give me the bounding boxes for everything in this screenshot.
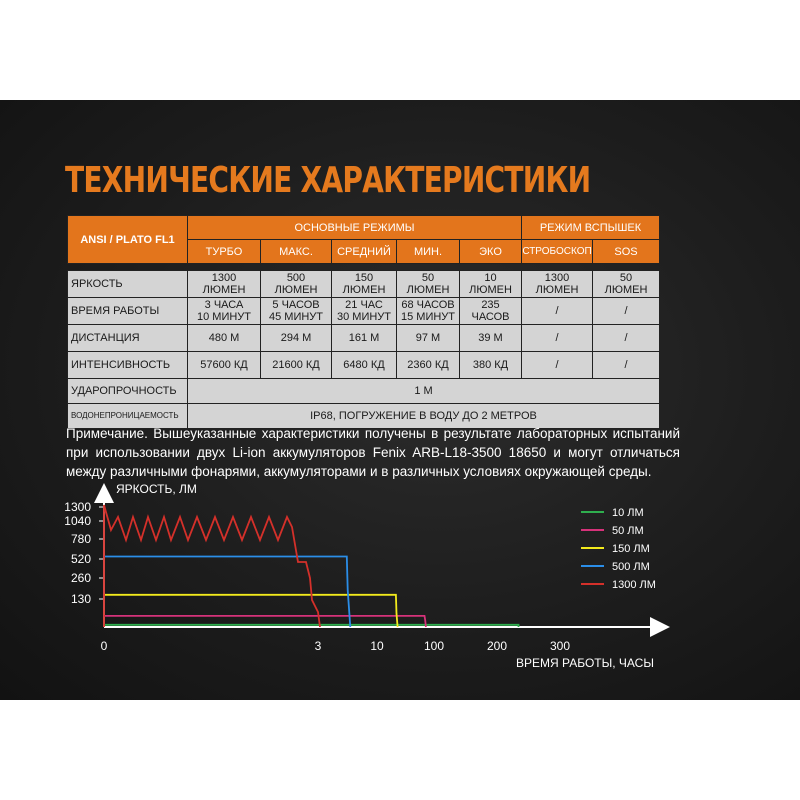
row-label: ЯРКОСТЬ <box>68 271 188 298</box>
x-tick-label: 10 <box>370 639 384 653</box>
cell-line: 21 ЧАС <box>345 299 383 311</box>
series-line <box>104 505 320 627</box>
cell-line: 57600 КД <box>200 359 248 371</box>
mode-header: ТУРБО <box>188 240 261 264</box>
cell-line: 6480 КД <box>343 359 385 371</box>
y-tick-label: 1040 <box>64 514 91 528</box>
legend-label: 500 ЛМ <box>612 561 650 573</box>
x-tick-label: 200 <box>486 639 508 653</box>
row-label: ВРЕМЯ РАБОТЫ <box>68 298 188 325</box>
page-title: ТЕХНИЧЕСКИЕ ХАРАКТЕРИСТИКИ <box>65 160 591 201</box>
cell-line: 15 МИНУТ <box>400 311 455 323</box>
chart-series <box>104 505 519 627</box>
cell-line: / <box>555 359 559 371</box>
cell-line: ЛЮМЕН <box>469 284 512 296</box>
cell-line: 39 М <box>478 332 503 344</box>
x-axis-label: ВРЕМЯ РАБОТЫ, ЧАСЫ <box>516 656 654 670</box>
cell-line: 5 ЧАСОВ <box>272 299 320 311</box>
cell-line: 1300 <box>211 272 237 284</box>
row-label: ИНТЕНСИВНОСТЬ <box>68 352 188 379</box>
cell-line: ЛЮМЕН <box>342 284 386 296</box>
cell-line: ЧАСОВ <box>471 311 510 323</box>
footnote: Примечание. Вышеуказанные характеристики получены в результате лабораторных испытаний при использовании двух Li-ion аккумуляторов Fenix ARB-L18-3500 18650 и могут отличаться между различными фонарями, аккумуляторами и в различных условиях окружающей среды. <box>66 426 680 479</box>
y-tick-label: 780 <box>70 532 91 546</box>
x-tick-label: 300 <box>549 639 571 653</box>
series-line <box>104 595 398 627</box>
cell-line: / <box>624 359 628 371</box>
cell-line: 50 <box>421 272 435 284</box>
row-value: IP68, ПОГРУЖЕНИЕ В ВОДУ ДО 2 МЕТРОВ <box>188 404 660 429</box>
cell-line: 45 МИНУТ <box>268 311 323 323</box>
cell-line: 480 М <box>208 332 240 344</box>
mode-header: МАКС. <box>261 240 332 264</box>
x-tick-label: 3 <box>314 639 322 653</box>
mode-header: МИН. <box>397 240 460 264</box>
y-tick-label: 130 <box>70 592 91 606</box>
mode-header: ЭКО <box>460 240 522 264</box>
cell-line: 68 ЧАСОВ <box>401 299 455 311</box>
y-tick-label: 260 <box>70 571 91 585</box>
mode-header: СРЕДНИЙ <box>332 240 397 264</box>
cell-line: 500 <box>286 272 306 284</box>
cell-line: ЛЮМЕН <box>274 284 318 296</box>
x-tick-label: 100 <box>423 639 445 653</box>
row-label: ДИСТАНЦИЯ <box>68 325 188 352</box>
cell-line: 97 М <box>415 332 441 344</box>
cell-line: 21600 КД <box>272 359 320 371</box>
cell-line: 10 <box>484 272 497 284</box>
cell-line: 50 <box>619 272 633 284</box>
group-main-header: ОСНОВНЫЕ РЕЖИМЫ <box>188 216 522 240</box>
group-flash-header: РЕЖИМ ВСПЫШЕК <box>522 216 660 240</box>
chart-legend <box>581 507 656 591</box>
cell-line: 30 МИНУТ <box>336 311 391 323</box>
legend-label: 150 ЛМ <box>612 543 650 555</box>
mode-header: СТРОБОСКОП <box>522 240 593 264</box>
x-tick-label: 0 <box>100 639 108 653</box>
legend-label: 1300 ЛМ <box>612 579 656 591</box>
y-axis-label: ЯРКОСТЬ, ЛМ <box>116 482 197 496</box>
legend-label: 50 ЛМ <box>612 525 644 537</box>
cell-line: ЛЮМЕН <box>406 284 450 296</box>
cell-line: 2360 КД <box>407 359 449 371</box>
cell-line: 235 <box>481 299 500 311</box>
cell-line: 3 ЧАСА <box>204 299 244 311</box>
row-label: ВОДОНЕПРОНИЦАЕМОСТЬ <box>68 404 188 429</box>
row-value: 1 М <box>188 379 660 404</box>
row-label: УДАРОПРОЧНОСТЬ <box>68 379 188 404</box>
legend-label: 10 ЛМ <box>612 507 644 519</box>
cell-line: 10 МИНУТ <box>196 311 251 323</box>
cell-line: 380 КД <box>472 359 509 371</box>
cell-line: ЛЮМЕН <box>535 284 579 296</box>
cell-line: 1300 <box>544 272 570 284</box>
cell-line: / <box>624 332 628 344</box>
cell-line: / <box>624 305 628 317</box>
cell-line: / <box>555 305 559 317</box>
cell-line: 150 <box>354 272 374 284</box>
y-tick-label: 520 <box>70 552 91 566</box>
cell-line: 161 М <box>348 332 380 344</box>
mode-header: SOS <box>593 240 660 264</box>
cell-line: ЛЮМЕН <box>604 284 648 296</box>
chart-axes <box>64 482 660 670</box>
y-tick-label: 1300 <box>64 500 91 514</box>
cell-line: 294 М <box>280 332 312 344</box>
cell-line: / <box>555 332 559 344</box>
brand-header: ANSI / PLATO FL1 <box>68 216 188 264</box>
cell-line: ЛЮМЕН <box>202 284 246 296</box>
